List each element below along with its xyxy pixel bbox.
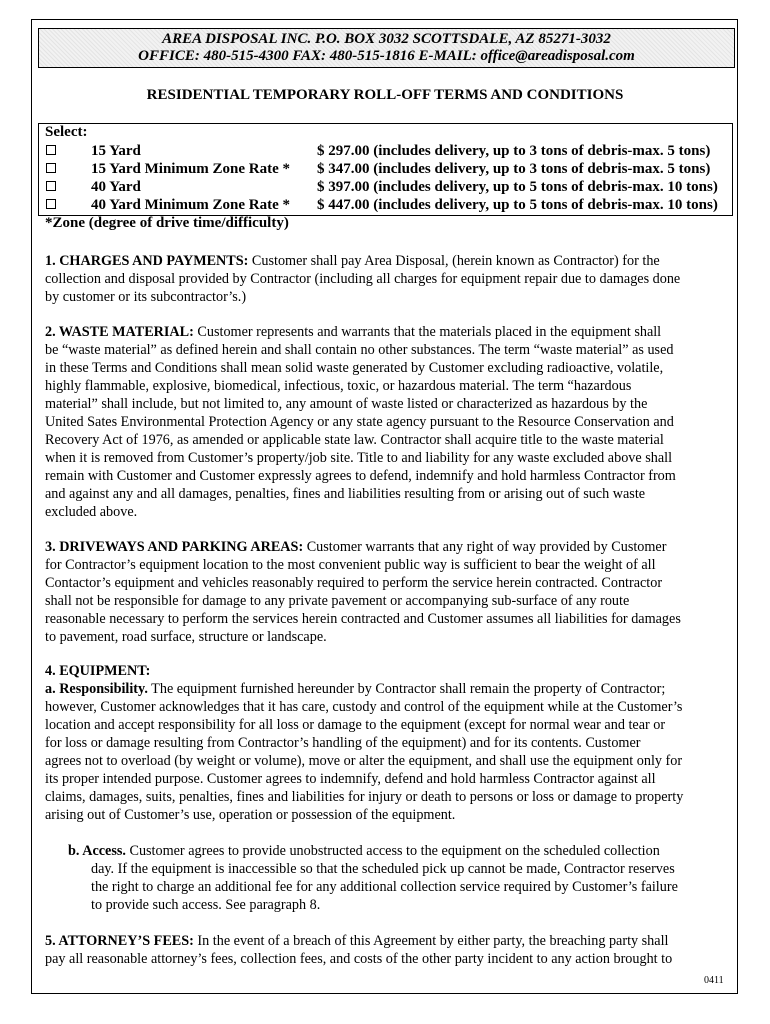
paragraph-line: Customer agrees to provide unobstructed access to the equipment on the scheduled collection [125,843,660,859]
paragraph-line: reasonable necessary to perform the services herein contracted and Customer assumes all liabilities for damages [45,611,681,627]
paragraph-line: claims, damages, suits, penalties, fines and liabilities for injury or death to persons or loss or damage to property [45,789,684,805]
paragraph-line: pay all reasonable attorney’s fees, collection fees, and costs of the other party incident to any action brought to [45,951,673,967]
option-price: $ 297.00 (includes delivery, up to 3 tons of debris-max. 5 tons) [317,143,711,159]
paragraph-line: The equipment furnished hereunder by Contractor shall remain the property of Contractor; [147,681,666,697]
section-waste-material [45,323,735,521]
zone-note: *Zone (degree of drive time/difficulty) [45,215,289,231]
section-driveways-and-parking [45,538,735,646]
company-header [38,28,735,68]
paragraph-line: to pavement, road surface, structure or landscape. [45,629,327,645]
option-row [0,143,770,161]
paragraph-line: when it is removed from Customer’s property/job site. Title to and liability for any waste excluded above shall [45,450,673,466]
paragraph-line: Recovery Act of 1976, as amended or applicable state law. Contractor shall acquire title to the waste material [45,432,664,448]
section-heading: 2. WASTE MATERIAL: [45,324,194,340]
company-address-line: AREA DISPOSAL INC. P.O. BOX 3032 SCOTTSDALE, AZ 85271-3032 [162,31,611,47]
option-name: 40 Yard [91,179,141,195]
paragraph-line: material” shall include, but not limited to, any amount of waste listed or characterized as hazardous by the [45,396,648,412]
paragraph-line: and against any and all damages, penalties, fines and liabilities resulting from or arising out of such waste [45,486,646,502]
option-checkbox[interactable] [46,199,56,209]
section-heading: 4. EQUIPMENT: [45,663,151,679]
option-row [0,179,770,197]
paragraph-line: in these Terms and Conditions shall mean solid waste generated by Customer excluding radioactive, volatile, [45,360,664,376]
option-name: 15 Yard [91,143,141,159]
paragraph-line: Customer represents and warrants that the materials placed in the equipment shall [193,324,662,340]
paragraph-line: be “waste material” as defined herein and shall contain no other substances. The term “waste material” as used [45,342,674,358]
section-heading: 3. DRIVEWAYS AND PARKING AREAS: [45,539,304,555]
paragraph-line: day. If the equipment is inaccessible so that the scheduled pick up cannot be made, Contractor reserves [91,861,675,877]
subsection-heading: b. Access. [68,843,126,859]
paragraph-line: to provide such access. See paragraph 8. [91,897,321,913]
document-title: RESIDENTIAL TEMPORARY ROLL-OFF TERMS AND CONDITIONS [146,87,624,103]
paragraph-line: shall not be responsible for damage to any private pavement or accompanying sub-surface of any route [45,593,630,609]
section-equipment [45,662,735,824]
option-row [0,161,770,179]
paragraph-line: In the event of a breach of this Agreement by either party, the breaching party shall [193,933,669,949]
paragraph-line: however, Customer acknowledges that it has care, custody and control of the equipment while at the Customer’s [45,699,683,715]
company-contact-line: OFFICE: 480-515-4300 FAX: 480-515-1816 E-MAIL: office@areadisposal.com [138,48,635,64]
paragraph-line: highly flammable, explosive, biomedical, infectious, toxic, or hazardous material. The term “hazardous [45,378,632,394]
paragraph-line: location and accept responsibility for all loss or damage to the equipment (except for normal wear and tear or [45,717,666,733]
paragraph-line: the right to charge an additional fee for any additional collection service required by Customer’s failure [91,879,678,895]
option-price: $ 397.00 (includes delivery, up to 5 tons of debris-max. 10 tons) [317,179,718,195]
option-checkbox[interactable] [46,145,56,155]
option-checkbox[interactable] [46,181,56,191]
option-name: 40 Yard Minimum Zone Rate * [91,197,291,213]
paragraph-line: for loss or damage resulting from Contractor’s handling of the equipment) and for its contents. Customer [45,735,641,751]
section-heading: 1. CHARGES AND PAYMENTS: [45,253,249,269]
paragraph-line: arising out of Customer’s use, operation or possession of the equipment. [45,807,456,823]
paragraph-line: for Contractor’s equipment location to the most convenient public way is sufficient to bear the weight of all [45,557,656,573]
form-code: 0411 [704,975,724,986]
option-row [0,197,770,215]
option-name: 15 Yard Minimum Zone Rate * [91,161,291,177]
section-attorneys-fees [45,932,735,968]
section-heading: 5. ATTORNEY’S FEES: [45,933,194,949]
subsection-access [68,842,758,914]
paragraph-line: collection and disposal provided by Contractor (including all charges for equipment repair due to damages done [45,271,681,287]
paragraph-line: its proper intended purpose. Customer agrees to indemnify, defend and hold harmless Contractor against all [45,771,656,787]
paragraph-line: Customer shall pay Area Disposal, (herein known as Contractor) for the [248,253,660,269]
paragraph-line: Contactor’s equipment and vehicles reasonably required to perform the service herein contracted. Contractor [45,575,663,591]
select-label: Select: [45,124,88,140]
paragraph-line: agrees not to overload (by weight or volume), move or alter the equipment, and shall use the equipment only for [45,753,683,769]
subsection-heading: a. Responsibility. [45,681,148,697]
paragraph-line: excluded above. [45,504,138,520]
option-price: $ 447.00 (includes delivery, up to 5 tons of debris-max. 10 tons) [317,197,718,213]
option-price: $ 347.00 (includes delivery, up to 3 tons of debris-max. 5 tons) [317,161,711,177]
section-charges-and-payments [45,252,735,306]
option-checkbox[interactable] [46,163,56,173]
paragraph-line: by customer or its subcontractor’s.) [45,289,247,305]
paragraph-line: remain with Customer and Customer expressly agrees to defend, indemnify and hold harmless Contractor from [45,468,676,484]
paragraph-line: United Sates Environmental Protection Agency or any state agency pursuant to the Resource Conservation and [45,414,674,430]
paragraph-line: Customer warrants that any right of way provided by Customer [303,539,667,555]
